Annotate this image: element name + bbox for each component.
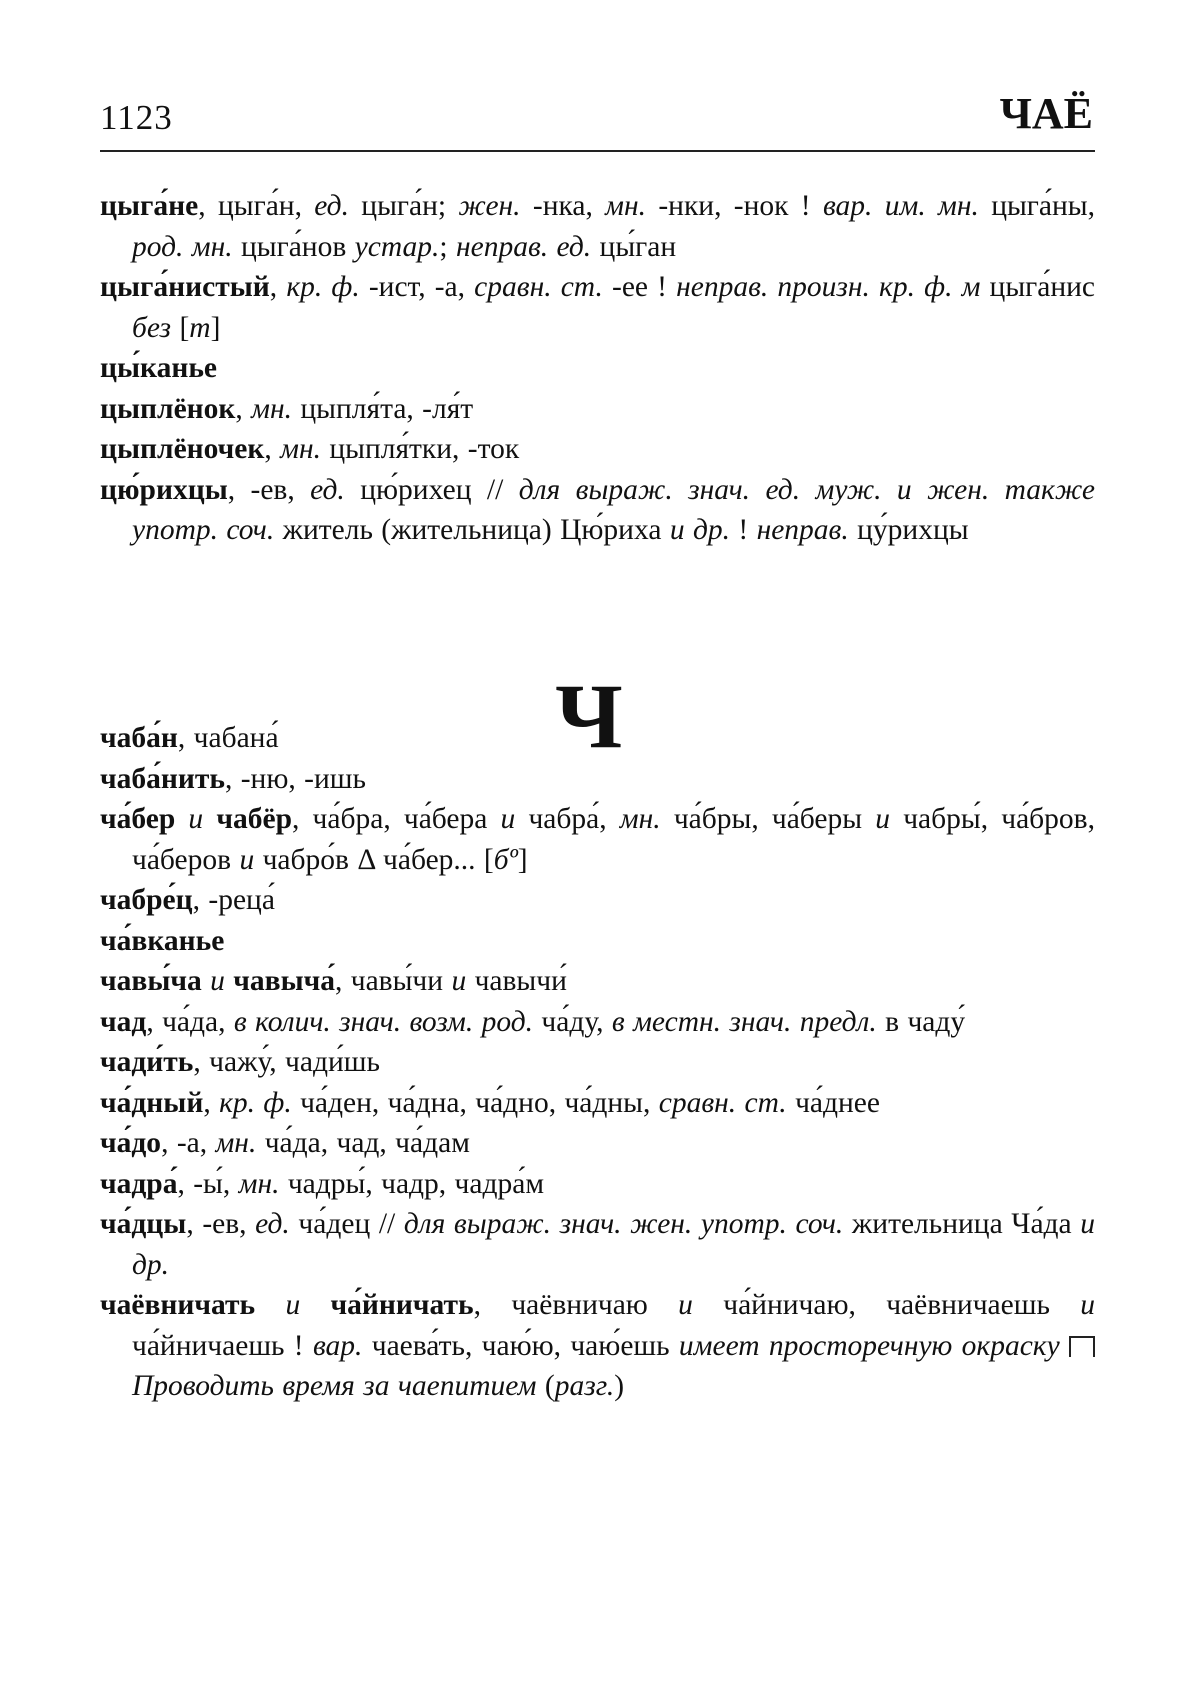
- entry-text: [: [171, 311, 190, 344]
- dictionary-entry: [100, 1042, 1095, 1083]
- grammar-label: устар.: [354, 230, 440, 263]
- headword: чабёр: [216, 803, 292, 835]
- dictionary-entry: [100, 348, 1095, 389]
- grammar-label: в местн. знач. предл.: [611, 1005, 877, 1038]
- entry-text: ча́днее: [786, 1086, 880, 1119]
- dictionary-entry: [100, 186, 1095, 267]
- entry-text: ,: [203, 1086, 220, 1119]
- entry-text: цу́рихцы: [848, 514, 969, 546]
- dictionary-entry: [100, 921, 1095, 962]
- grammar-label: кр. ф.: [286, 271, 360, 303]
- dictionary-entry: [100, 1204, 1095, 1285]
- grammar-label: для выраж. знач. жен. употр. соч.: [403, 1208, 844, 1240]
- grammar-label: и: [239, 843, 255, 876]
- grammar-label: сравн. ст.: [474, 271, 603, 303]
- grammar-label: мн.: [605, 190, 647, 222]
- headword: чади́ть: [100, 1046, 194, 1078]
- entry-text: ча́ду,: [533, 1005, 612, 1038]
- dictionary-entry: [100, 1285, 1095, 1407]
- grammar-label: для выраж. знач. ед. муж. и жен. также употр. соч.: [132, 473, 1095, 546]
- grammar-label: и: [175, 803, 217, 835]
- dictionary-entry: [100, 389, 1095, 430]
- grammar-label: и: [500, 803, 516, 835]
- grammar-label: т: [189, 311, 211, 344]
- entry-text: цыпля́тки, -ток: [320, 433, 520, 465]
- entry-text: чавычи́: [466, 965, 567, 997]
- grammar-label: неправ. произн. кр. ф. м: [676, 271, 981, 303]
- entry-text: ча́йничаю, чаёвничаешь: [692, 1289, 1081, 1321]
- grammar-label: мн.: [280, 433, 321, 465]
- entry-text: , чавы́чи: [335, 965, 452, 997]
- entry-text: -ист, -а,: [359, 271, 475, 303]
- entry-text: (: [536, 1370, 555, 1402]
- entry-text: ;: [439, 230, 456, 263]
- grammar-label: мн.: [238, 1167, 280, 1200]
- headword: ча́до: [100, 1127, 162, 1159]
- grammar-label: мн.: [619, 803, 661, 835]
- grammar-label: без: [132, 311, 172, 344]
- headword: цыплёночек: [100, 433, 265, 465]
- headword: чад: [100, 1005, 147, 1038]
- dictionary-entry: [100, 429, 1095, 470]
- entry-text: , ча́бра, ча́бера: [291, 803, 501, 835]
- entry-text: , -ню, -ишь: [224, 762, 366, 795]
- headword: чаба́нить: [100, 762, 225, 795]
- entry-text: ]: [210, 311, 221, 344]
- grammar-label: и др.: [132, 1208, 1095, 1281]
- entry-text: цыга́ны,: [978, 190, 1095, 222]
- entry-text: ,: [264, 433, 281, 465]
- headword: чавы́ча: [100, 965, 202, 997]
- headword: ча́дный: [100, 1086, 204, 1119]
- dictionary-entry: [100, 759, 1095, 800]
- entry-text: ,: [235, 392, 252, 425]
- grammar-label: разг.: [554, 1370, 615, 1402]
- entry-text: , -ы́,: [177, 1167, 239, 1200]
- entry-text: !: [730, 514, 757, 546]
- entry-text: , -реца́: [192, 884, 275, 916]
- grammar-label: имеет просторечную окраску: [678, 1329, 1060, 1362]
- headword: ча́дцы: [100, 1208, 187, 1240]
- grammar-label: мн.: [215, 1127, 257, 1159]
- entry-text: ча́да, чад, ча́дам: [256, 1127, 470, 1159]
- headword: ча́бер: [100, 803, 176, 835]
- dictionary-entry: [100, 880, 1095, 921]
- entry-text: чаева́ть, чаю́ю, чаю́ешь: [362, 1329, 679, 1362]
- grammar-label: вар.: [312, 1329, 363, 1362]
- dictionary-entry: [100, 470, 1095, 551]
- grammar-label: род. мн.: [132, 230, 233, 263]
- grammar-label: сравн. ст.: [658, 1086, 787, 1119]
- entry-text: ча́йничаешь !: [132, 1329, 313, 1362]
- headword: цыга́нистый: [100, 271, 270, 303]
- entry-text: чабра́,: [515, 803, 620, 835]
- grammar-label: и др.: [669, 514, 730, 546]
- page-number: 1123: [100, 98, 173, 137]
- entry-text: , -а,: [161, 1127, 216, 1159]
- entry-text: , чажу́, чади́шь: [193, 1046, 380, 1078]
- grammar-label: и: [875, 803, 891, 835]
- grammar-label: вар. им. мн.: [822, 190, 979, 222]
- entry-text: цыга́нис: [980, 271, 1096, 303]
- grammar-label: неправ.: [756, 514, 849, 546]
- entry-text: ча́ден, ча́дна, ча́дно, ча́дны,: [291, 1086, 659, 1119]
- headword: ча́вканье: [100, 924, 225, 957]
- dictionary-entry: [100, 718, 1095, 759]
- grammar-label: ед.: [314, 190, 349, 222]
- entry-text: цыга́нов: [232, 230, 355, 263]
- entry-text: , чаёвничаю: [473, 1289, 679, 1321]
- entry-text: ): [614, 1370, 625, 1402]
- grammar-label: и: [451, 965, 467, 997]
- entry-text: чабры́, ча́бров, ча́беров: [132, 803, 1095, 876]
- entry-text: цыпля́та, -ля́т: [292, 392, 474, 425]
- entries-section-ch: [100, 718, 1095, 1407]
- dictionary-entry: [100, 267, 1095, 348]
- entry-text: , цыга́н,: [198, 190, 315, 222]
- headword: чабре́ц: [100, 884, 193, 916]
- entry-text: , ча́да,: [146, 1005, 234, 1038]
- grammar-label: бº: [493, 843, 518, 876]
- entry-text: [1060, 1330, 1069, 1362]
- entry-text: чадры́, чадр, чадра́м: [279, 1167, 544, 1200]
- entry-text: ,: [269, 271, 287, 303]
- grammar-label: ед.: [255, 1208, 290, 1240]
- headword: ча́йничать: [330, 1289, 474, 1321]
- entry-text: -нки, -нок !: [646, 190, 823, 222]
- entry-text: в чаду́: [876, 1005, 966, 1038]
- section-letter-heading: Ч: [555, 665, 623, 767]
- grammar-label: Проводить время за чаепитием: [132, 1370, 537, 1402]
- headword: чавыча́: [233, 965, 335, 997]
- grammar-label: жен.: [458, 190, 521, 222]
- entry-text: ча́дец //: [289, 1208, 404, 1240]
- entry-text: ча́бры, ча́беры: [660, 803, 876, 835]
- entry-text: цю́рихец //: [344, 473, 519, 506]
- grammar-label: ед.: [310, 473, 345, 506]
- entry-text: -ее !: [602, 271, 677, 303]
- dictionary-entry: [100, 1083, 1095, 1124]
- headword: цю́рихцы: [100, 473, 228, 506]
- dictionary-entry: [100, 1123, 1095, 1164]
- entry-text: ]: [517, 843, 528, 876]
- entries-section-ts: [100, 186, 1095, 551]
- grammar-label: и: [255, 1289, 331, 1321]
- dictionary-entry: [100, 799, 1095, 880]
- grammar-label: кр. ф.: [219, 1086, 292, 1119]
- grammar-label: и: [1080, 1289, 1095, 1321]
- entry-text: житель (жительница) Цю́риха: [274, 514, 670, 546]
- entry-text: чабро́в Δ ча́бер... [: [254, 843, 494, 876]
- headword: чадра́: [100, 1167, 178, 1200]
- entry-text: цыга́н;: [348, 190, 459, 222]
- entry-text: жительница Ча́да: [843, 1208, 1081, 1240]
- headword: чаба́н: [100, 722, 178, 754]
- entry-text: цы́ган: [591, 230, 677, 263]
- dictionary-entry: [100, 1002, 1095, 1043]
- dictionary-entry: [100, 1164, 1095, 1205]
- grammar-label: и: [201, 965, 234, 997]
- grammar-label: неправ. ед.: [455, 230, 592, 263]
- headword: цыга́не: [100, 190, 199, 222]
- headword: чаёвничать: [100, 1289, 256, 1321]
- dictionary-entry: [100, 961, 1095, 1002]
- entry-text: , -ев,: [186, 1208, 256, 1240]
- headword: цыплёнок: [100, 392, 236, 425]
- entry-text: , чабана́: [177, 722, 279, 754]
- grammar-label: и: [678, 1289, 693, 1321]
- entry-text: , -ев,: [227, 473, 311, 506]
- grammar-label: мн.: [251, 392, 293, 425]
- page-header: [100, 88, 1095, 152]
- running-head-catchword: ЧАЁ: [999, 89, 1093, 138]
- definition-marker-icon: [1069, 1336, 1095, 1357]
- grammar-label: в колич. знач. возм. род.: [233, 1005, 534, 1038]
- entry-text: -нка,: [520, 190, 606, 222]
- headword: цы́канье: [100, 352, 218, 384]
